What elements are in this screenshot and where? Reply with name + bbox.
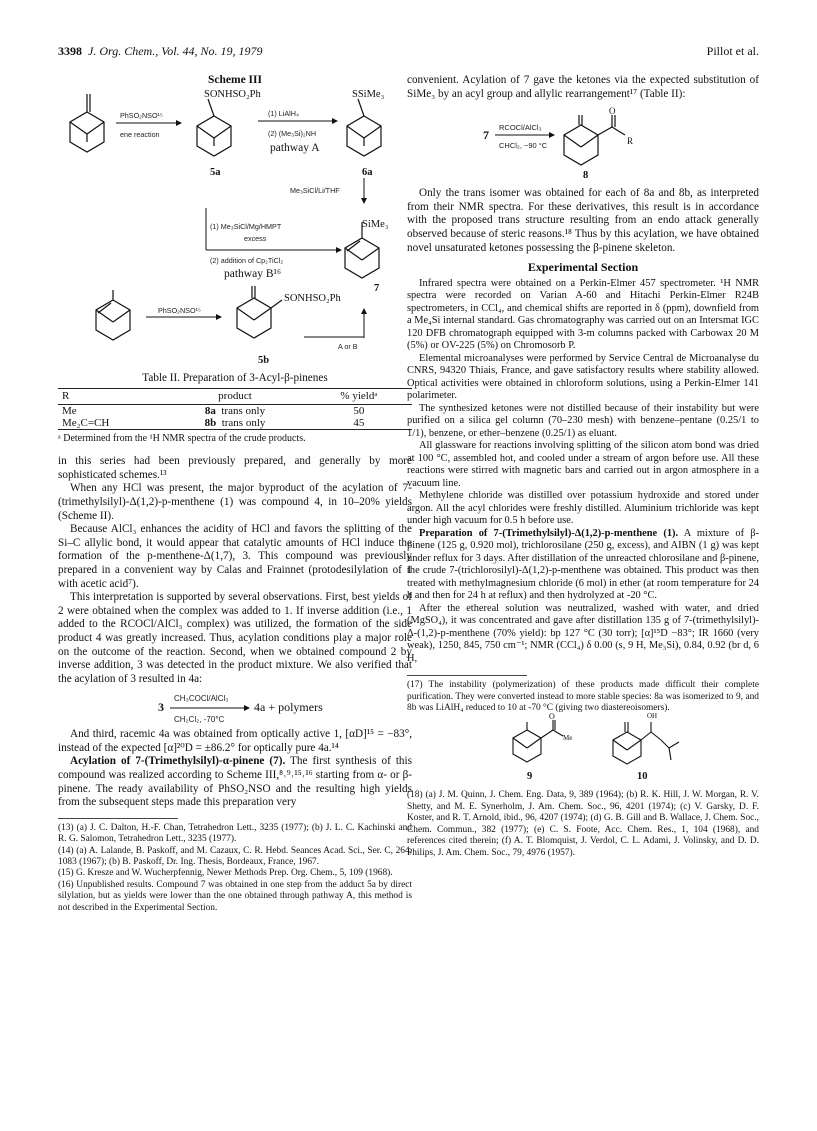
eq-right: 4a + polymers — [254, 700, 323, 715]
left-paragraph-5: And third, racemic 4a was obtained from optically active 1, [αD]¹⁵ = −83°, instead of the expected [α]²⁰D = ±86.2° for optically pure 4a.¹⁴ — [58, 728, 412, 754]
table-cell-product — [164, 405, 306, 418]
label-10: 10 — [637, 771, 648, 783]
footnote-rule-right — [407, 675, 527, 676]
table-footnote: ᵃ Determined from the ¹H NMR spectra of the crude products. — [58, 433, 306, 445]
group-7: SiMe₃ — [362, 219, 389, 230]
compound-9-structure — [507, 718, 567, 768]
header-left — [58, 44, 263, 59]
label-5a: 5a — [210, 167, 221, 178]
page-header — [58, 44, 759, 64]
group-5a: SONHSO₂Ph — [204, 89, 261, 100]
right-paragraph-1: convenient. Acylation of 7 gave the ketones via the expected substitution of SiMe₃ by an acyl group and allylic rearrangement¹⁷ (Table II): — [407, 74, 759, 100]
rx-label-8: 8 — [583, 170, 589, 182]
footnote-rule — [58, 818, 178, 819]
table-cell-product — [164, 417, 306, 430]
compound-10-structure — [607, 718, 687, 774]
reagent-ene-reaction: ene reaction — [120, 130, 160, 139]
reaction-7-to-8 — [407, 101, 759, 183]
journal-name: J. Org. Chem., — [88, 44, 159, 58]
footnote-18: (18) (a) J. M. Quinn, J. Chem. Eng. Data, 9, 389 (1964); (b) R. K. Hill, J. W. Morgan, R. V. Shetty, and M. E. Synerholm, J. Am. Chem. Soc., 96, 4201 (1974); (c) V. Garsky, D. F. Koster, and R. T. Arnold, ibid., 96, 4207 (1974); (d) G. B. Gill and B. Wallace, J. Chem. Soc., Chem. Commun., 382 (1977); (e) C. S. Foote, Acc. Chem. Res., 1, 104 (1968), and references cited therein; (f) A. T. Blomquist, J. Verdol, C. L. Adami, J. Volinsky, and D. D. Philips, J. Am. Chem. Soc., 79, 4976 (1957). — [407, 790, 759, 858]
left-paragraph-1: in this series had been previously prepared, and generally by more sophisticated schemes.¹³ — [58, 455, 412, 481]
left-paragraph-3: Because AlCl₃ enhances the acidity of HCl and favors the splitting of the Si–C allylic bond, it would appear that catalytic amounts of HCl induce the formation of the p-menthene-Δ(1,7), 3. This compound was previously prepared in a convenient way by Calas and Frainnet (protodesilylation of 1 with acetic acid⁷). — [58, 523, 412, 590]
page-number: 3398 — [58, 44, 82, 58]
arrow-down — [361, 178, 367, 204]
footnote-17: (17) The instability (polymerization) of these products made difficult their complete purification. They were converted instead to more stable species: 8a was isomerized to 9, and 8b was LiAlH₄ reduced to 10 at -70 °C (giving two diastereoisomers). — [407, 680, 759, 714]
table-header-yield: % yieldᵃ — [306, 388, 412, 405]
reagent-step2: (2) (Me₃Si)₂NH — [268, 129, 317, 138]
exp-paragraph-1: Infrared spectra were obtained on a Perkin-Elmer 457 spectrometer. ¹H NMR spectra were recorded on Varian A-60 and Hitachi Perkin-Elmer R24B spectrometers, in CCl₄, and chemical shifts are reported in δ (ppm), downfield from a Me₄Si internal standard. Gas chromatography was carried out on an Intersmat IGC 120 DFB chromatograph equipped with 3-m columns packed with Carbowax 20 M (5%) or OV-225 (5%) on Chromosorb P. — [407, 277, 759, 352]
header-authors: Pillot et al. — [706, 44, 759, 58]
group-6a: SSiMe₃ — [352, 89, 385, 100]
scheme-title: Scheme III — [208, 74, 262, 86]
table-cell-yield: 50 — [353, 405, 365, 418]
right-column — [407, 74, 759, 859]
table-2 — [58, 372, 412, 445]
exp-paragraph-7: After the ethereal solution was neutralized, washed with water, and dried (MgSO₄), it was concentrated and gave after distillation 135 g of 7-(trimethylsilyl)-Δ-(1,2)-p-menthene (70% yield): bp 127 °C (30 torr); [α]¹⁵D −83°; IR 1660 (very weak), 1250, 845, 750 cm⁻¹; NMR (CCl₄) δ 0.00 (s, 9 H, Me₃Si), 0.84, 0.92 (br d, 6 H, — [407, 602, 759, 664]
preparation-heading: Preparation of 7-(Trimethylsilyl)-Δ(1,2)-p-menthene (1). — [419, 527, 679, 539]
volume-info: Vol. 44, No. 19, 1979 — [161, 44, 263, 58]
exp-paragraph-6 — [407, 528, 759, 603]
right-paragraph-2: Only the trans isomer was obtained for each of 8a and 8b, as interpreted from their NMR spectra. For these derivatives, this result is in accordance with the proposed trans structure resulting from an endo attack generally observed because of steric reasons.¹⁸ Thus by this acylation, we have obtained novel unsaturated ketones possessing the β-pinene skeleton. — [407, 187, 759, 254]
left-paragraph-6-text: The first synthesis of this compound was realized according to Scheme III,⁸˒⁹˒¹⁵˒¹⁶ starting from α- or β-pinene. The ready availability of PhSO₂NSO and the resulting high yields from the subsequent steps made this preparation very — [58, 755, 412, 809]
table-header-product: product — [164, 388, 306, 405]
product-number: 8b — [204, 417, 217, 430]
arrow-a-or-b-line — [304, 336, 366, 338]
eq-arrow — [170, 705, 250, 711]
compound-5a-structure — [186, 94, 246, 164]
compound-8-structure — [557, 109, 637, 173]
rx-reagent-bottom: CHCl₂, −90 °C — [499, 141, 548, 151]
table-row — [58, 417, 412, 430]
rx-left: 7 — [483, 128, 489, 143]
footnote-14: (14) (a) A. Lalande, B. Paskoff, and M. Cazaux, C. R. Hebd. Seances Acad. Sci., Ser. C, 264, 1083 (1967); (b) B. Paskoff, Dr. Ing. Thesis, Bordeaux, France, 1967. — [58, 845, 412, 868]
rx-reagent-top: RCOCl/AlCl₃ — [499, 123, 542, 133]
arrow-up — [361, 308, 367, 338]
reagent-down: Me₃SiCl/Li/THF — [290, 186, 340, 195]
table-title: Table II. Preparation of 3-Acyl-β-pinenes — [142, 372, 328, 384]
product-desc: trans only — [221, 405, 266, 418]
product-desc: trans only — [221, 417, 266, 430]
compound-6a-structure — [336, 94, 396, 164]
exp-paragraph-3: The synthesized ketones were not distilled because of their instability but were purified on a silica gel column (70–230 mesh) with benzene–pentane (0.25/1 to 1/1), benzene, or ether–benzene (0.25/1) as eluant. — [407, 402, 759, 439]
eq-left: 3 — [158, 700, 164, 715]
reagent-b1-excess: excess — [244, 234, 267, 243]
left-body — [58, 455, 412, 914]
reagent-b2: (2) addition of Cp₂TiCl₂ — [210, 256, 284, 265]
left-column — [58, 74, 412, 914]
footnote-16: (16) Unpublished results. Compound 7 was obtained in one step from the adduct 5a by direct silylation, but as yields were lower than the one obtained through pathway A, this method is not described in the Experimental Section. — [58, 879, 412, 913]
table-cell-yield: 45 — [306, 417, 412, 430]
table-2-grid — [58, 388, 412, 431]
reagent-step1: (1) LiAlH₄ — [268, 109, 299, 118]
arrow-3 — [146, 314, 222, 320]
pathway-b: pathway B¹⁶ — [224, 268, 281, 280]
exp-paragraph-6-text: A mixture of β-pinene (125 g, 0.920 mol), trichlorosilane (250 g, excess), and AIBN (1 g) was kept under reflux for 3 days. After distillation of the unreacted chlorosilane and β-pinene, the crude 7-(trichlorosilyl)-Δ(1,2)-p-menthene was obtained. This product was then treated with methylmagnesium chloride (6 mol) in ether (at room temperature for 24 h and then for 24 h at reflux) and then hydrolyzed at -20 °C. — [407, 527, 759, 602]
label-6a: 6a — [362, 167, 373, 178]
label-5b: 5b — [258, 355, 270, 366]
table-cell-r: Me — [62, 405, 77, 418]
table-row — [58, 405, 412, 418]
product-number: 8a — [204, 405, 216, 418]
compound-5b-structure — [226, 284, 286, 346]
rx-arrow — [495, 132, 555, 138]
scheme-iii — [58, 74, 412, 366]
exp-paragraph-5: Methylene chloride was distilled over potassium hydroxide and stored under argon. All the acyl chlorides were freshly distilled. Aluminium trichloride was kept under high vacuum for 0.5 h before use. — [407, 490, 759, 527]
group-5b: SONHSO₂Ph — [284, 293, 341, 304]
section-title: Experimental Section — [527, 260, 639, 275]
exp-paragraph-2: Elemental microanalyses were performed by Service Central de Microanalyse du CNRS, 94320 Thiais, France, and gave satisfactory results where stability allowed. Optical activities were obtained in chloroform solutions, using a Perkin-Elmer 141 polarimeter. — [407, 352, 759, 402]
table-header-r: R — [58, 388, 164, 405]
label-9: 9 — [527, 771, 533, 783]
reagent-a-or-b: A or B — [338, 342, 358, 351]
eq-reagent-bottom: CH₂Cl₂, -70°C — [174, 715, 225, 725]
reagent-bottom-left: PhSO₂NSO¹⁵ — [158, 306, 201, 315]
arrow-1 — [116, 120, 182, 126]
alpha-pinene-structure — [88, 288, 138, 344]
table-cell-r: Me₂C=CH — [58, 417, 164, 430]
reagent-b1: (1) Me₃SiCl/Mg/HMPT — [210, 222, 282, 231]
struct9-me: Me — [563, 734, 573, 743]
pathway-a: pathway A — [270, 142, 320, 154]
reagent-top-left: PhSO₂NSO¹⁵ — [120, 111, 163, 120]
struct10-oh: OH — [647, 712, 658, 721]
equation-acylation — [58, 690, 412, 724]
eq-reagent-top: CH₃COCl/AlCl₃ — [174, 694, 229, 704]
left-paragraph-2: When any HCl was present, the major byproduct of the acylation of 7-(trimethylsilyl)-Δ(1,2)-p-menthene (1) was compound 4, in 10–20% yields (Scheme II). — [58, 482, 412, 522]
left-paragraph-4: This interpretation is supported by several observations. First, best yields of 2 were obtained when the complex was added to 1. If inverse addition (i.e., 1 added to the RCOCl/AlCl₃ complex) was utilized, the formation of the side product 4 was greatly increased. Thus, acylation conditions play a major role on the outcome of the reaction. Second, when we obtained compound 2 by inverse addition, 3 was detected in the product mixture. We also verified that the acylation of 3 resulted in 4a: — [58, 591, 412, 685]
struct9-o: O — [549, 712, 555, 722]
arrow-2 — [258, 118, 338, 124]
experimental-section — [407, 278, 759, 666]
exp-paragraph-4: All glassware for reactions involving splitting of the silicon atom bond was dried at 100 °C, assembled hot, and cooled under a stream of argon before use. All these reactions were stirred with magnetic bars and carried out in argon atmosphere in a vacuum line. — [407, 440, 759, 489]
footnote-15: (15) G. Kresze and W. Wucherpfennig, Newer Methods Prep. Org. Chem., 5, 109 (1968). — [58, 868, 393, 879]
rx-r-group: R — [627, 136, 634, 147]
structures-9-10 — [407, 714, 759, 784]
label-7: 7 — [374, 283, 380, 294]
rx-carbonyl-o: O — [609, 106, 616, 117]
beta-pinene-structure — [62, 92, 112, 158]
left-paragraph-6 — [58, 755, 412, 809]
subsection-heading: Acylation of 7-(Trimethylsilyl)-α-pinene (7). — [70, 755, 286, 768]
footnote-13: (13) (a) J. C. Dalton, H.-F. Chan, Tetrahedron Lett., 3235 (1977); (b) J. L. C. Kachinski and R. G. Salomon, Tetrahedron Lett., 3235 (1977). — [58, 822, 412, 845]
